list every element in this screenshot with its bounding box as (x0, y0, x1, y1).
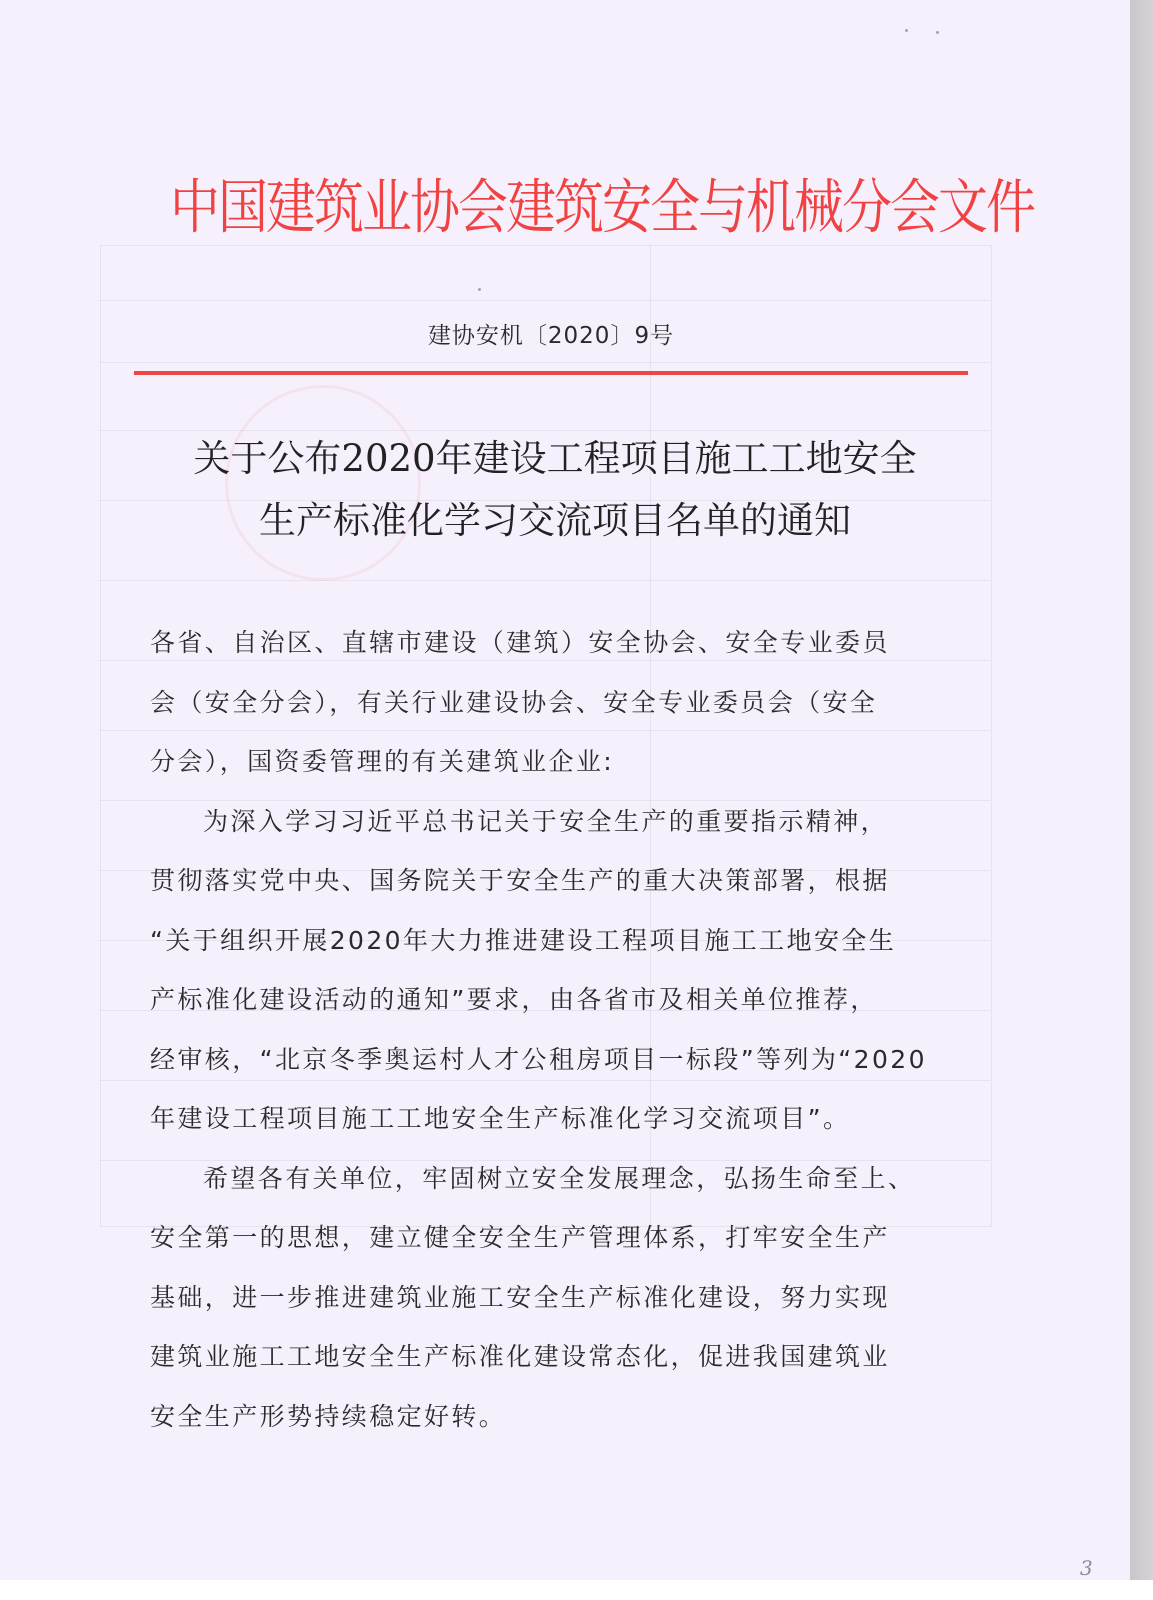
body-line: 贯彻落实党中央、国务院关于安全生产的重大决策部署，根据 (150, 866, 890, 895)
body-line: 安全第一的思想，建立健全安全生产管理体系，打牢安全生产 (150, 1223, 890, 1252)
body-line: 年建设工程项目施工工地安全生产标准化学习交流项目”。 (150, 1104, 851, 1133)
title-line: 关于公布2020年建设工程项目施工工地安全 (193, 437, 917, 480)
body-line: 建筑业施工工地安全生产标准化建设常态化，促进我国建筑业 (150, 1342, 890, 1371)
scan-speck (905, 29, 908, 32)
body-line: 会（安全分会），有关行业建设协会、安全专业委员会（安全 (150, 687, 878, 717)
bleed-through-divider (100, 362, 990, 363)
handwritten-page-number: 3 (1080, 1556, 1093, 1580)
body-line: 为深入学习习近平总书记关于安全生产的重要指示精神， (203, 806, 889, 836)
body-line: “关于组织开展2020年大力推进建设工程项目施工工地安全生 (150, 925, 897, 955)
document-body (150, 613, 962, 1446)
body-line: 经审核，“北京冬季奥运村人才公租房项目一标段”等列为“2020 (150, 1044, 927, 1074)
body-line: 基础，进一步推进建筑业施工安全生产标准化建设，努力实现 (150, 1282, 890, 1312)
document-title (140, 428, 970, 552)
document-number: 建协安机〔2020〕9号 (427, 323, 675, 349)
body-line: 安全生产形势持续稳定好转。 (150, 1401, 507, 1431)
scan-speck (936, 31, 939, 34)
red-separator-rule (134, 371, 968, 375)
bleed-through-divider (100, 300, 990, 301)
body-line: 各省、自治区、直辖市建设（建筑）安全协会、安全专业委员 (150, 628, 890, 657)
bleed-through-divider (100, 580, 990, 581)
scanner-edge-shadow (1130, 0, 1153, 1580)
body-line: 希望各有关单位，牢固树立安全发展理念，弘扬生命至上、 (203, 1163, 916, 1193)
body-line: 产标准化建设活动的通知”要求，由各省市及相关单位推荐， (150, 985, 878, 1014)
issuer-header: 中国建筑业协会建筑安全与机械分会文件 (170, 173, 1034, 242)
scan-speck (478, 288, 481, 291)
title-line: 生产标准化学习交流项目名单的通知 (259, 499, 851, 542)
scanner-bottom-margin (0, 1580, 1153, 1600)
body-line: 分会），国资委管理的有关建筑业企业: (150, 747, 615, 776)
